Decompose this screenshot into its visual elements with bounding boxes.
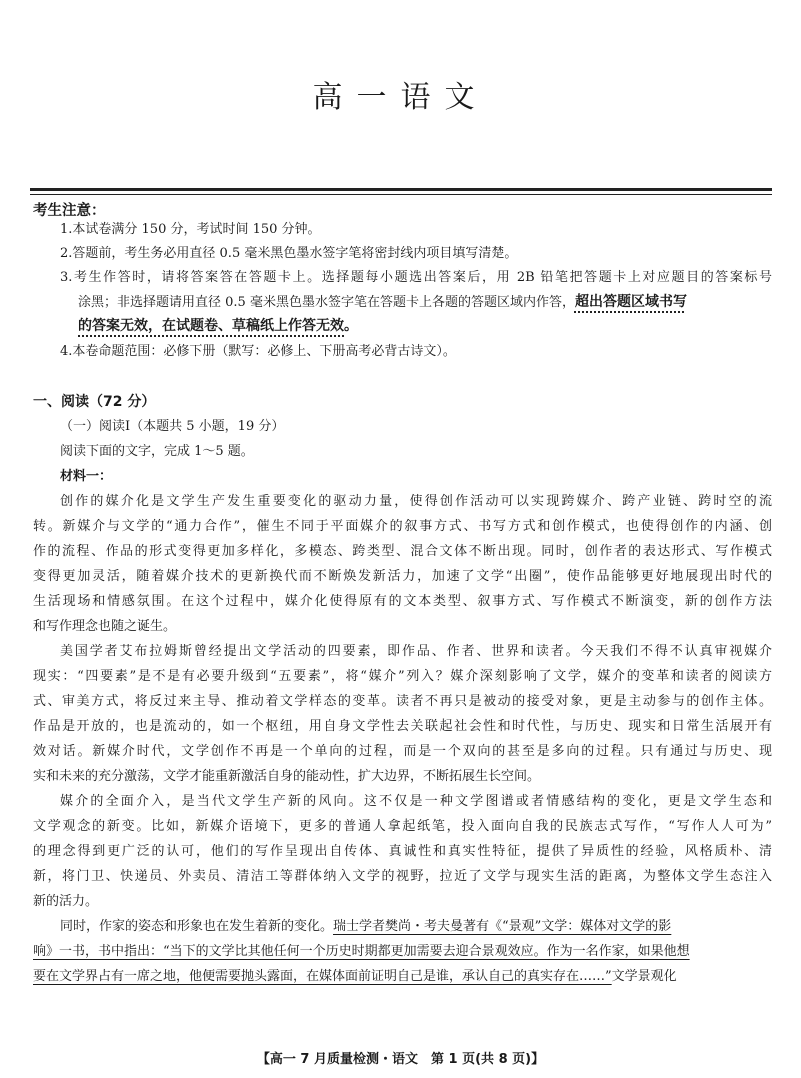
paragraph-2-line: 美国学者艾布拉姆斯曾经提出文学活动的四要素，即作品、作者、世界和读者。今天我们不得不认真审视媒介 [60,644,772,659]
notice-item-3-cont [78,292,772,313]
notice-emphasis-end: 。 [344,318,358,334]
notice-item-3-line3 [78,316,772,337]
notice-emphasis-1: 超出答题区域书写 [574,294,687,310]
paragraph-3-line: 文学观念的新变。比如，新媒介语境下，更多的普通人拿起纸笔，投入面向自我的民族志式写作，“写作人人可为” [33,819,772,834]
paragraph-3-line: 的理念得到更广泛的认可，他们的写作呈现出自传体、真诚性和真实性特征，提供了异质性的经验，风格质朴、清 [33,844,772,859]
paragraph-4-text: 文学景观化 [611,969,677,984]
material-label: 材料一： [60,469,113,484]
page-title: 高一语文 [312,80,489,115]
paragraph-4-line [60,917,772,937]
header-divider-thick [30,188,772,191]
paragraph-3-line: 媒介的全面介入，是当代文学生产新的风向。这不仅是一种文学图谱或者情感结构的变化，更是文学生态和 [60,794,772,809]
paragraph-1-line: 创作的媒介化是文学生产发生重要变化的驱动力量，使得创作活动可以实现跨媒介、跨产业链、跨时空的流 [60,494,772,509]
header-divider-thin [30,194,772,195]
section-heading: 一、阅读（72 分） [33,394,156,410]
paragraph-2-line: 现实：“四要素”是不是有必要升级到“五要素”，将“媒介”列入？媒介深刻影响了文学，媒介的变革和读者的阅读方 [33,669,772,684]
paragraph-1-line: 和写作理念也随之诞生。 [33,619,177,634]
paragraph-2-line: 式、审美方式，将反过来主导、推动着文学样态的变革。读者不再只是被动的接受对象，更是主动参与的创作主体。 [33,694,772,709]
paragraph-3-line: 新的活力。 [33,894,99,909]
paragraph-4-underlined: 要在文学界占有一席之地，他便需要抛头露面，在媒体面前证明自己是谁，承认自己的真实存在……” [33,969,612,984]
notice-item-2: 2.答题前，考生务必用直径 0.5 毫米黑色墨水签字笔将密封线内项目填写清楚。 [60,246,518,261]
paragraph-1-line: 生活现场和情感氛围。在这个过程中，媒介化使得原有的文本类型、叙事方式、写作模式不断演变，新的创作方法 [33,594,772,609]
section-instruction: 阅读下面的文字，完成 1～5 题。 [60,444,254,459]
paragraph-2-line: 作品是开放的，也是流动的，如一个枢纽，用自身文学性去关联起社会性和时代性，与历史、现实和日常生活展开有 [33,719,772,734]
notice-item-3-line2: 涂黑；非选择题请用直径 0.5 毫米黑色墨水签字笔在答题卡上各题的答题区域内作答， [78,295,575,310]
page-footer: 【高一 7 月质量检测・语文 第 1 页(共 8 页)】 [256,1052,545,1067]
paragraph-4-text: 同时，作家的姿态和形象也在发生着新的变化。 [60,919,334,934]
paragraph-4-line [33,942,772,962]
paragraph-1-line: 变得更加灵活，随着媒介技术的更新换代而不断焕发新活力，加速了文学“出圈”，使作品能够更好地展现出时代的 [33,569,772,584]
notice-item-4: 4.本卷命题范围：必修下册（默写：必修上、下册高考必背古诗文）。 [60,344,456,359]
paragraph-4-line [33,967,772,987]
paragraph-4-underlined: 瑞士学者樊尚・考夫曼著有《“景观”文学：媒体对文学的影 [333,919,672,934]
paragraph-1-line: 转。新媒介与文学的“通力合作”，催生不同于平面媒介的叙事方式、书写方式和创作模式，也使得创作的内涵、创 [33,519,772,534]
paragraph-2-line: 实和未来的充分激荡，文学才能重新激活自身的能动性，扩大边界，不断拓展生长空间。 [33,769,541,784]
notice-heading: 考生注意： [33,203,106,219]
notice-emphasis-2: 的答案无效，在试题卷、草稿纸上作答无效 [78,318,344,334]
paragraph-3-line: 新，将门卫、快递员、外卖员、清洁工等群体纳入文学的视野，拉近了文学与现实生活的距离，为整体文学生态注入 [33,869,772,884]
section-subheading: （一）阅读Ⅰ（本题共 5 小题，19 分） [60,419,285,434]
paragraph-1-line: 作的流程、作品的形式变得更加多样化，多模态、跨类型、混合文体不断出现。同时，创作者的表达形式、写作模式 [33,544,772,559]
paragraph-2-line: 效对话。新媒介时代，文学创作不再是一个单向的过程，而是一个双向的甚至是多向的过程。只有通过与历史、现 [33,744,772,759]
paragraph-4-underlined: 响》一书，书中指出：“当下的文学比其他任何一个历史时期都更加需要去迎合景观效应。作为一名作家，如果他想 [33,944,690,959]
notice-item-1: 1.本试卷满分 150 分，考试时间 150 分钟。 [60,222,321,237]
notice-item-3: 3.考生作答时，请将答案答在答题卡上。选择题每小题选出答案后，用 2B 铅笔把答题卡上对应题目的答案标号 [60,270,772,285]
